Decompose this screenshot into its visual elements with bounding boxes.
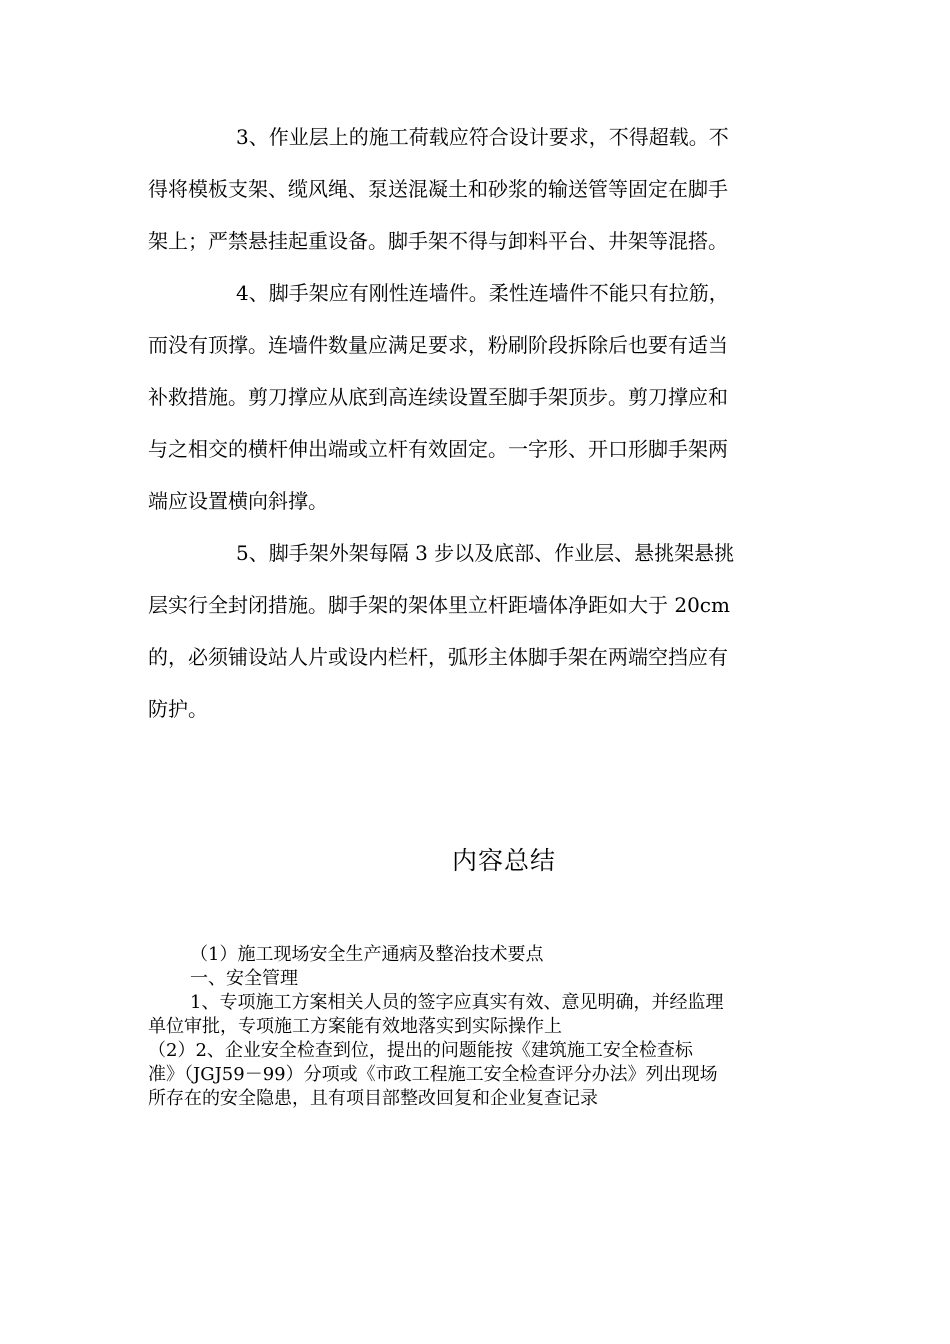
paragraph-5-line-2: 层实行全封闭措施。脚手架的架体里立杆距墙体净距如大于 20cm [148,593,730,617]
paragraph-4-line-4: 与之相交的横杆伸出端或立杆有效固定。一字形、开口形脚手架两 [148,437,728,461]
summary-title: 内容总结 [451,846,556,875]
summary-line-2: 一、安全管理 [190,968,298,989]
summary-line-6: 准》（JGJ59－99）分项或《市政工程施工安全检查评分办法》列出现场 [148,1064,718,1085]
paragraph-5-line-4: 防护。 [148,697,208,721]
paragraph-4-line-2: 而没有顶撑。连墙件数量应满足要求，粉刷阶段拆除后也要有适当 [148,333,728,357]
paragraph-3-line-1: 3、作业层上的施工荷载应符合设计要求，不得超载。不 [236,125,729,149]
paragraph-4-line-3: 补救措施。剪刀撑应从底到高连续设置至脚手架顶步。剪刀撑应和 [148,385,728,409]
summary-line-1: （1）施工现场安全生产通病及整治技术要点 [190,944,544,965]
paragraph-4-line-1: 4、脚手架应有刚性连墙件。柔性连墙件不能只有拉筋， [236,281,729,305]
paragraph-3-line-3: 架上；严禁悬挂起重设备。脚手架不得与卸料平台、井架等混搭。 [148,229,728,253]
summary-line-4: 单位审批，专项施工方案能有效地落实到实际操作上 [148,1016,562,1037]
summary-line-3: 1、专项施工方案相关人员的签字应真实有效、意见明确，并经监理 [190,992,724,1013]
paragraph-5-line-3: 的，必须铺设站人片或设内栏杆，弧形主体脚手架在两端空挡应有 [148,645,728,669]
summary-line-5: （2）2、企业安全检查到位，提出的问题能按《建筑施工安全检查标 [148,1040,693,1061]
paragraph-5-line-1: 5、脚手架外架每隔 3 步以及底部、作业层、悬挑架悬挑 [236,541,735,565]
paragraph-3-line-2: 得将模板支架、缆风绳、泵送混凝土和砂浆的输送管等固定在脚手 [148,177,728,201]
paragraph-4-line-5: 端应设置横向斜撑。 [148,489,328,513]
summary-line-7: 所存在的安全隐患，且有项目部整改回复和企业复查记录 [148,1088,598,1109]
